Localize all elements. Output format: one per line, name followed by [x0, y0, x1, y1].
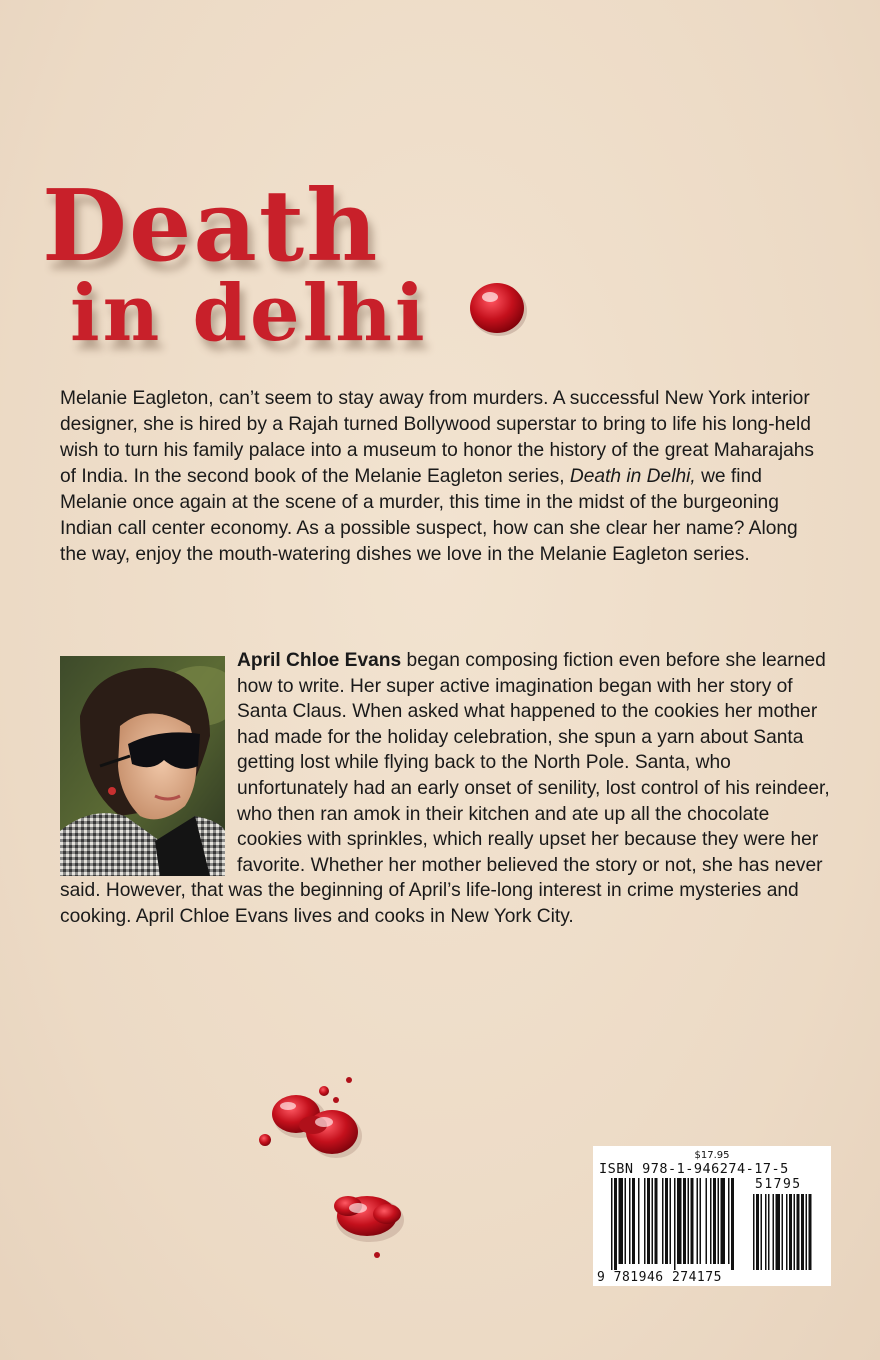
addon-barcode-bar [756, 1194, 759, 1270]
barcode-bar [662, 1178, 664, 1264]
title-line-2: in delhi [70, 268, 428, 359]
author-bio-text: began composing fiction even before she learned how to write. Her super active imagination began with her story of Santa Claus. When asked what happened to the cookies her mother had made for the holiday celebration, she spun a yarn about Santa getting lost while flying back to the North Pole. Santa, who unfortunately had an early onset of senility, lost control of his reindeer, who then ran amok in their kitchen and ate up all the chocolate cookies with sprinkles, which really upset her because they were her favorite. Whether her mother believed the story or not, she has never said. However, that was the beginning of April’s life-long interest in crime mysteries and cooking. April Chloe Evans lives and cooks in New York City. [60, 650, 830, 927]
addon-barcode-bar [806, 1194, 808, 1270]
barcode-bar [674, 1178, 676, 1270]
barcode-bars [593, 1146, 831, 1286]
addon-barcode-bar [768, 1194, 770, 1270]
barcode-bar [652, 1178, 654, 1264]
barcode-panel [593, 1146, 831, 1286]
addon-barcode-bar [794, 1194, 796, 1270]
barcode-bar [625, 1178, 627, 1264]
addon-barcode-bar [773, 1194, 775, 1270]
addon-barcode-bar [765, 1194, 767, 1270]
barcode-bar [721, 1178, 726, 1264]
addon-barcode-bar [782, 1194, 784, 1270]
barcode-bar [629, 1178, 631, 1264]
barcode-bar [728, 1178, 730, 1264]
barcode-bar [713, 1178, 716, 1264]
barcode-bar [614, 1178, 617, 1270]
barcode-addon-digits: 51795 [755, 1177, 802, 1192]
addon-barcode-bar [776, 1194, 781, 1270]
barcode-bar [677, 1178, 682, 1264]
author-bio [60, 648, 830, 930]
barcode-bar [670, 1178, 672, 1264]
blood-drop-icon [466, 280, 530, 338]
barcode-bar [700, 1178, 702, 1264]
description-text-2: we find Melanie once again at the scene of a murder, this time in the midst of the burgeoning Indian call center economy. As a possible suspect, how can she clear her name? Along the way, enjoy the mouth-watering dishes we love in the Melanie Eagleton series. [60, 466, 798, 565]
isbn-number: ISBN 978-1-946274-17-5 [599, 1161, 789, 1177]
barcode-bar [691, 1178, 694, 1264]
barcode-bar [731, 1178, 734, 1270]
blood-splatter-icon [250, 1070, 420, 1260]
barcode-bar [697, 1178, 699, 1264]
barcode-bar [665, 1178, 668, 1264]
addon-barcode-bar [789, 1194, 792, 1270]
barcode-bar [706, 1178, 708, 1264]
addon-barcode-bar [797, 1194, 800, 1270]
price: $17.95 [694, 1150, 730, 1161]
addon-barcode-bar [761, 1194, 763, 1270]
description-book-title: Death in Delhi, [569, 466, 696, 487]
author-name: April Chloe Evans [237, 650, 402, 671]
addon-barcode-bar [786, 1194, 788, 1270]
book-description [60, 386, 820, 568]
barcode-bar [710, 1178, 712, 1264]
barcode-bar [718, 1178, 720, 1264]
barcode-bar [655, 1178, 658, 1264]
barcode-bar [632, 1178, 635, 1264]
addon-barcode-bar [809, 1194, 812, 1270]
barcode-bar [611, 1178, 613, 1270]
barcode-bar [644, 1178, 646, 1264]
title-line-1: Death [42, 169, 380, 284]
addon-barcode-bar [753, 1194, 755, 1270]
barcode-bar [619, 1178, 624, 1264]
ean-digits: 9 781946 274175 [597, 1270, 722, 1285]
barcode-bar [683, 1178, 686, 1264]
barcode-bar [638, 1178, 640, 1264]
addon-barcode-bar [801, 1194, 804, 1270]
description-text-1: Melanie Eagleton, can’t seem to stay away from murders. A successful New York interior designer, she is hired by a Rajah turned Bollywood superstar to bring to life his long-held wish to turn his family palace into a museum to honor the history of the great Maharajahs of India. In the second book of the Melanie Eagleton series, [60, 388, 815, 487]
barcode-bar [647, 1178, 650, 1264]
barcode-bar [688, 1178, 690, 1264]
